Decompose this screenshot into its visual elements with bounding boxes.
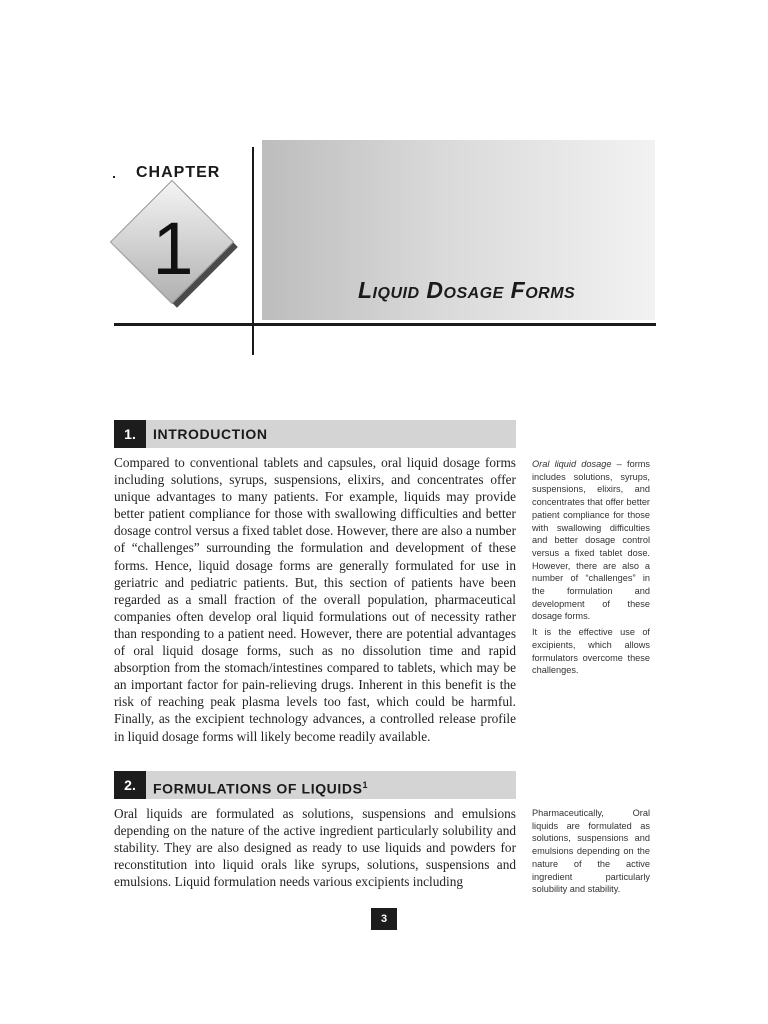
margin-dot: [113, 176, 115, 178]
sidebar-note-oral-liquid: [532, 458, 650, 680]
section-heading-formulations: [114, 771, 516, 799]
section-number: 2.: [114, 771, 146, 799]
section-title-text: FORMULATIONS OF LIQUIDS: [153, 780, 363, 797]
sidebar-note-2: It is the effective use of excipients, which allows formulators overcome these challenges.: [532, 627, 650, 676]
section-number: 1.: [114, 420, 146, 448]
chapter-label: CHAPTER: [136, 164, 221, 181]
sidebar-note-1-text: – forms includes solutions, syrups, suspensions, elixirs, and concentrates that offer better patient compliance for those with swallowing difficulties and better dosage control versus a fixed tablet dose. However, there are also a number of “challenges” in the formulation and development of these dosage forms.: [532, 459, 650, 622]
chapter-title: Liquid Dosage Forms: [358, 277, 576, 303]
page-number: 3: [371, 908, 397, 930]
sidebar-note-3: Pharmaceutically, Oral liquids are formulated as solutions, suspensions and emulsions depending on the nature of the active ingredient particularly solubility and stability.: [532, 808, 650, 895]
section-title: INTRODUCTION: [153, 426, 268, 442]
section-title: [153, 771, 368, 803]
section-body-formulations: Oral liquids are formulated as solutions, suspensions and emulsions depending on the nature of the active ingredient particularly solubility and stability. They are also designed as ready to use liquids and powders for reconstitution into liquid orals like syrups, solutions, suspensions and emulsions. Liquid formulation needs various excipients including: [114, 806, 516, 890]
chapter-number: 1: [152, 207, 194, 290]
footnote-reference: 1: [362, 780, 369, 790]
header-horizontal-rule: [114, 323, 656, 326]
section-heading-introduction: [114, 420, 516, 448]
sidebar-term: Oral liquid dosage: [532, 459, 612, 469]
sidebar-note-1: [532, 458, 650, 623]
section-body-introduction: Compared to conventional tablets and capsules, oral liquid dosage forms including solutions, syrups, suspensions, elixirs, and concentrates offer unique advantages to many patients. For example, liquids may provide better patient compliance for those with swallowing difficulties and better dosage control versus a fixed tablet dose. However, there are also a number of “challenges” surrounding the formulation and development of these forms. Hence, liquid dosage forms are generally formulated for use in geriatric and pediatric patients. But, this section of patients have been regarded as a small fraction of the overall population, pharmaceutical companies often develop oral liquid formulations out of necessity rather than responding to a patient need. However, there are potential advantages of oral liquid dosage forms, such as no dissolution time and rapid absorption from the stomach/intestines compared to tablets, which may be an important factor for pain-relieving drugs. Inherent in this benefit is the risk of reaching peak plasma levels too fast, which could be harmful. Finally, as the excipient technology advances, a controlled release profile in liquid dosage forms will likely become readily available.: [114, 455, 516, 744]
sidebar-note-pharmaceutically: [532, 807, 650, 899]
